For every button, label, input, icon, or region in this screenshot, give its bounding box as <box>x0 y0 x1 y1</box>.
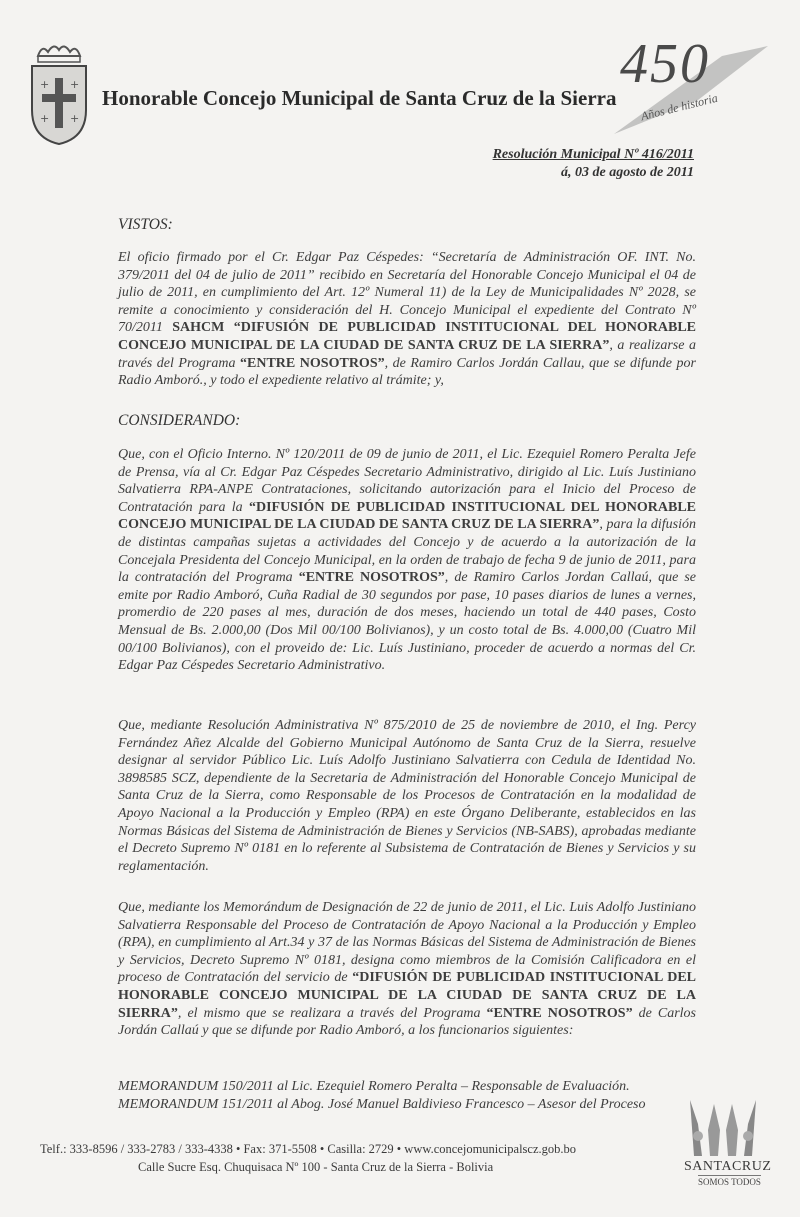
organization-title: Honorable Concejo Municipal de Santa Cruz de la Sierra <box>102 86 617 110</box>
resolution-reference <box>493 146 694 182</box>
resolution-date: á, 03 de agosto de 2011 <box>561 165 694 180</box>
coat-of-arms-logo <box>28 42 90 146</box>
svg-text:+: + <box>70 78 80 91</box>
anniversary-logo <box>612 33 772 142</box>
santa-cruz-brand-name: SANTACRUZ <box>684 1159 772 1174</box>
considerando-paragraph-3: Que, mediante los Memorándum de Designación de 22 de junio de 2011, el Lic. Luis Adolfo Justiniano Salvatierra Responsable del Proceso de Contratación de Apoyo Nacional a la Producción y Empleo (RPA), en cumplimiento al Art.34 y 37 de las Normas Básicas del Sistema de Administración de Bienes y Servicios, Decreto Supremo Nº 0181, designa como miembros de la Comisión Calificadora en el proceso de Contratación del servicio de “DIFUSIÓN DE PUBLICIDAD INSTITUCIONAL DEL HONORABLE CONCEJO MUNICIPAL DE LA CIUDAD DE SANTA CRUZ DE LA SIERRA”, el mismo que se realizara a través del Programa “ENTRE NOSOTROS” de Carlos Jordán Callaú y que se difunde por Radio Amboró, a los funcionarios siguientes: <box>118 900 696 1039</box>
vistos-heading: VISTOS: <box>118 216 173 233</box>
footer-contact <box>40 1140 576 1176</box>
considerando-heading: CONSIDERANDO: <box>118 412 241 429</box>
anniversary-text: Años de historia <box>639 90 720 124</box>
svg-text:+: + <box>70 112 80 125</box>
svg-text:+: + <box>40 78 50 91</box>
footer-contact-line: Telf.: 333-8596 / 333-2783 / 333-4338 • Fax: 371-5508 • Casilla: 2729 • www.concejomunicipalscz.gob.bo <box>40 1142 577 1156</box>
resolution-number: Resolución Municipal Nº 416/2011 <box>492 147 694 162</box>
memorandum-line-1: MEMORANDUM 150/2011 al Lic. Ezequiel Romero Peralta – Responsable de Evaluación. <box>118 1079 630 1094</box>
svg-text:+: + <box>40 112 50 125</box>
vistos-paragraph: El oficio firmado por el Cr. Edgar Paz Céspedes: “Secretaría de Administración OF. INT. No. 379/2011 del 04 de julio de 2011” recibido en Secretaría del Honorable Concejo Municipal el 04 de julio de 2011, en cumplimiento del Art. 12º Numeral 11) de la Ley de Municipalidades Nº 2028, se remite a conocimiento y consideración del H. Concejo Municipal el expediente del Contrato Nº 70/2011 SAHCM “DIFUSIÓN DE PUBLICIDAD INSTITUCIONAL DEL HONORABLE CONCEJO MUNICIPAL DE LA CIUDAD DE SANTA CRUZ DE LA SIERRA”, a realizarse a través del Programa “ENTRE NOSOTROS”, de Ramiro Carlos Jordán Callau, que se difunde por Radio Amboró., y todo el expediente relativo al trámite; y, <box>118 250 697 389</box>
considerando-paragraph-1: Que, con el Oficio Interno. Nº 120/2011 de 09 de junio de 2011, el Lic. Ezequiel Romero Peralta Jefe de Prensa, vía al Cr. Edgar Paz Céspedes Secretario Administrativo, dirigido al Lic. Luís Justiniano Salvatierra RPA-ANPE Contrataciones, solicitando autorización para el Inicio del Proceso de Contratación para la “DIFUSIÓN DE PUBLICIDAD INSTITUCIONAL DEL HONORABLE CONCEJO MUNICIPAL DE LA CIUDAD DE SANTA CRUZ DE LA SIERRA”, para la difusión de distintas campañas sujetas a actividades del Concejo y de acuerdo a la autorización de la Concejala Presidenta del Concejo Municipal, en la orden de trabajo de fecha 9 de junio de 2011, para la contratación del Programa “ENTRE NOSOTROS”, de Ramiro Carlos Jordan Callaú, que se emite por Radio Amboró, Cuña Radial de 30 segundos por pase, 10 pases diarios de lunes a vernes, promerdio de 220 pases al mes, duración de dos meses, haciendo un total de 440 pases, Costo Mensual de Bs. 2.000,00 (Dos Mil 00/100 Bolivianos), y un costo total de Bs. 4.000,00 (Cuatro Mil 00/100 Bolivianos), con el proveido de: Lic. Luís Justiniano, proceder de acuerdo a normas del Cr. Edgar Paz Céspedes Secretario Administrativo. <box>118 447 696 674</box>
anniversary-number: 450 <box>620 33 710 95</box>
memorandum-line-2: MEMORANDUM 151/2011 al Abog. José Manuel Baldivieso Francesco – Asesor del Proceso <box>118 1097 646 1112</box>
considerando-paragraph-2: Que, mediante Resolución Administrativa Nº 875/2010 de 25 de noviembre de 2010, el Ing. Percy Fernández Añez Alcalde del Gobierno Municipal Autónomo de Santa Cruz de la Sierra, resuelve designar al servidor Público Lic. Luís Adolfo Justiniano Salvatierra con Cedula de Identidad No. 3898585 SCZ, dependiente de la Secretaria de Administración del Honorable Concejo Municipal de Santa Cruz de la Sierra, como Responsable de los Procesos de Contratación en la modalidad de Apoyo Nacional a la Producción y Empleo (RPA) en este Órgano Deliberante, establecidos en las Normas Básicas del Sistema de Administración de Bienes y Servicios (NB-SABS), aprobadas mediante el Decreto Supremo Nº 0181 en lo referente al Subsistema de Contratación de Bienes y Servicios y su reglamentación. <box>118 718 696 874</box>
footer-address-line: Calle Sucre Esq. Chuquisaca Nº 100 - Santa Cruz de la Sierra - Bolivia <box>138 1160 494 1174</box>
santa-cruz-brand-tagline: SOMOS TODOS <box>698 1177 761 1187</box>
